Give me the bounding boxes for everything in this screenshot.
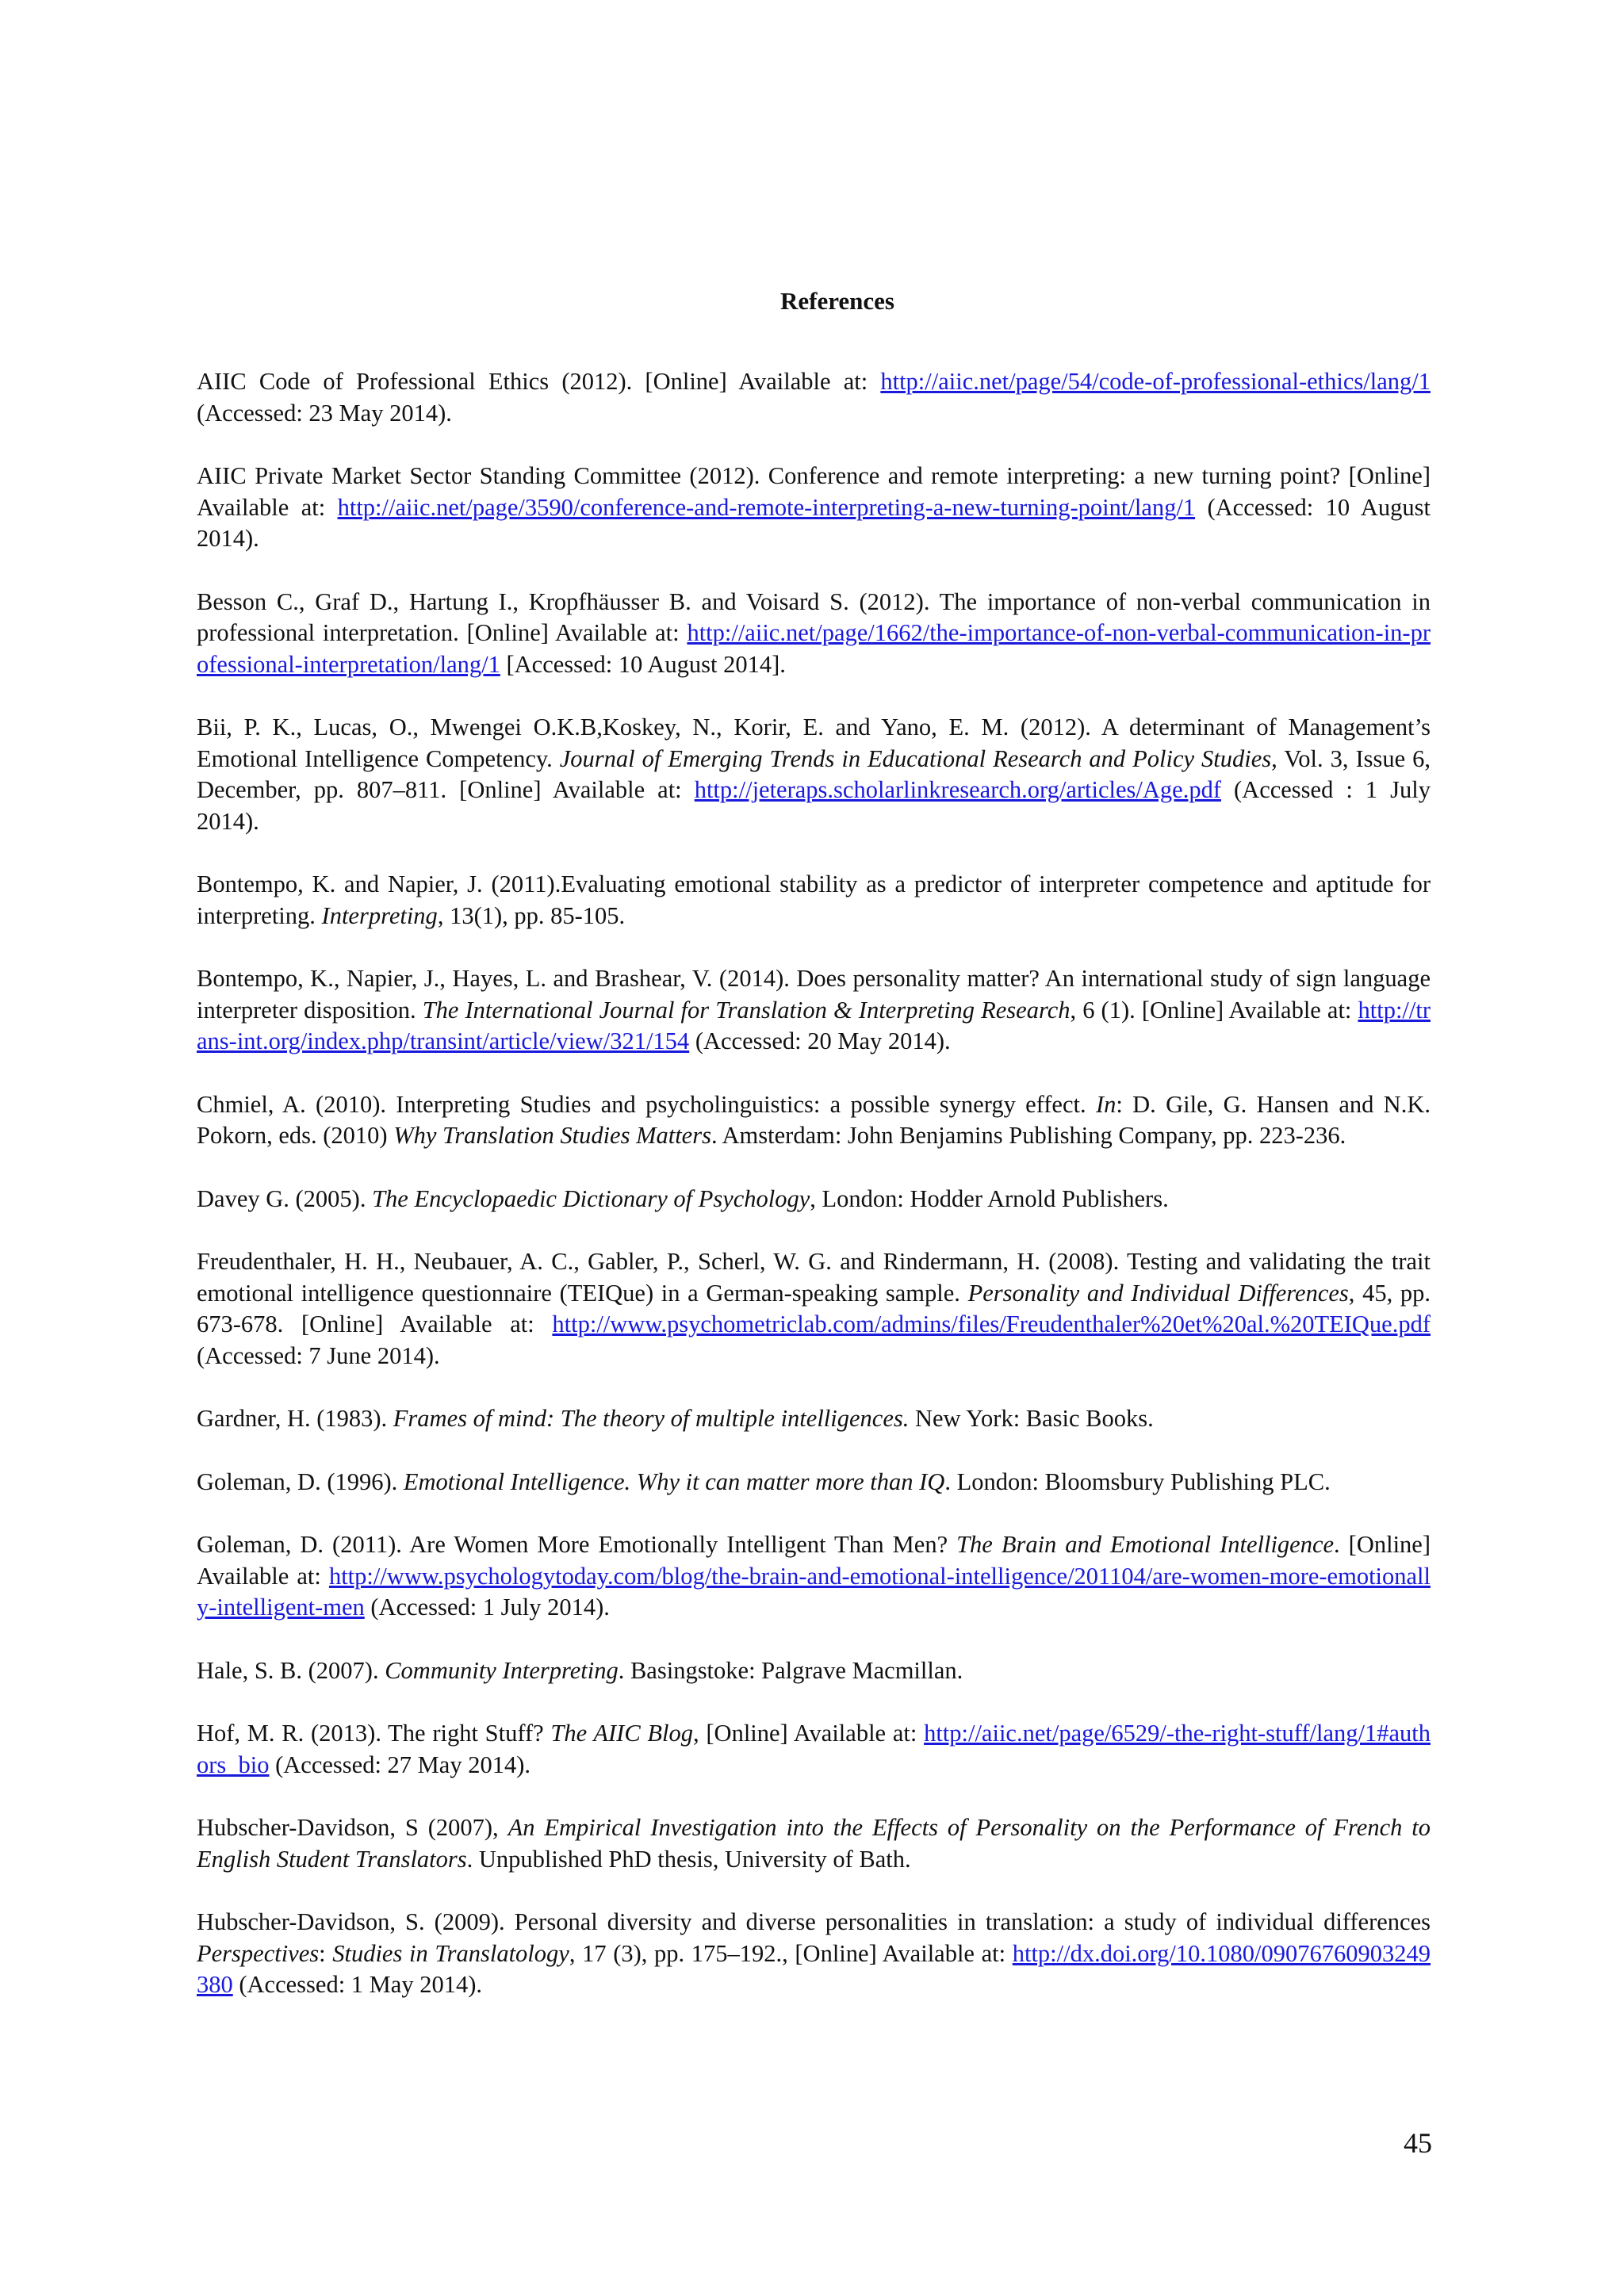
- reference-link[interactable]: http://aiic.net/page/3590/conference-and-remote-interpreting-a-new-turning-point/lang/1: [337, 493, 1196, 521]
- reference-title: The Brain and Emotional Intelligence: [956, 1531, 1335, 1558]
- reference-text: . Unpublished PhD thesis, University of Bath.: [466, 1845, 911, 1873]
- reference-text: New York: Basic Books.: [909, 1405, 1154, 1432]
- reference-text: . Amsterdam: John Benjamins Publishing Company, pp. 223-236.: [710, 1122, 1346, 1149]
- reference-text: AIIC Code of Professional Ethics (2012). [Online] Available at:: [197, 368, 881, 395]
- reference-text: , London: Hodder Arnold Publishers.: [810, 1184, 1169, 1212]
- reference-entry: [197, 869, 1431, 932]
- reference-text: . London: Bloomsbury Publishing PLC.: [944, 1468, 1331, 1495]
- reference-text: (Accessed : 1 July 2014).: [197, 776, 1431, 835]
- reference-text: , 45, pp. 673-678. [Online] Available at:: [197, 1279, 1431, 1337]
- reference-text: (Accessed: 1 May 2014).: [232, 1971, 482, 1998]
- reference-text: Freudenthaler, H. H., Neubauer, A. C., Gabler, P., Scherl, W. G. and Rindermann, H. (2008). Testing and validating the trait emotional intelligence questionnaire (TEIQue) in a German-speaking sample.: [197, 1248, 1431, 1307]
- reference-text: : D. Gile, G. Hansen and N.K. Pokorn, eds. (2010): [197, 1090, 1431, 1149]
- reference-entry: [197, 461, 1431, 555]
- reference-title: Community Interpreting: [385, 1656, 619, 1684]
- reference-text: Besson C., Graf D., Hartung I., Kropfhäusser B. and Voisard S. (2012). The importance of non-verbal communication in professional interpretation. [Online] Available at:: [197, 587, 1431, 646]
- reference-text: . [Online] Available at:: [197, 1531, 1431, 1590]
- reference-text: , 6 (1). [Online] Available at:: [1070, 996, 1358, 1024]
- reference-text: (Accessed: 10 August 2014).: [197, 493, 1431, 552]
- reference-entry: [197, 587, 1431, 681]
- reference-text: (Accessed: 27 May 2014).: [269, 1751, 530, 1778]
- page-heading: References: [779, 287, 894, 315]
- reference-text: Bontempo, K. and Napier, J. (2011).Evaluating emotional stability as a predictor of interpreter competence and aptitude for interpreting.: [197, 871, 1431, 929]
- reference-entry: [197, 1655, 1431, 1687]
- reference-entry: [197, 1246, 1431, 1372]
- reference-text: (Accessed: 1 July 2014).: [364, 1594, 610, 1621]
- reference-text: Bontempo, K., Napier, J., Hayes, L. and Brashear, V. (2014). Does personality matter? An international study of sign language interpreter disposition.: [197, 965, 1431, 1024]
- reference-text: , [Online] Available at:: [693, 1720, 925, 1747]
- reference-text: :: [319, 1939, 333, 1967]
- page-number: 45: [1404, 2127, 1432, 2159]
- reference-title: Why Translation Studies Matters: [393, 1122, 711, 1149]
- reference-title: Studies in Translatology: [332, 1939, 569, 1967]
- reference-text: Chmiel, A. (2010). Interpreting Studies and psycholinguistics: a possible synergy effect.: [197, 1090, 1096, 1118]
- reference-text: Davey G. (2005).: [197, 1184, 373, 1212]
- reference-link[interactable]: http://trans-int.org/index.php/transint/article/view/321/154: [197, 996, 1431, 1054]
- reference-text: [Accessed: 10 August 2014].: [500, 650, 786, 678]
- reference-link[interactable]: http://www.psychologytoday.com/blog/the-brain-and-emotional-intelligence/201104/are-women-more-emotionally-intelligent-men: [197, 1562, 1431, 1621]
- reference-entry: [197, 1089, 1431, 1152]
- reference-title: The AIIC Blog: [550, 1720, 694, 1747]
- reference-text: (Accessed: 7 June 2014).: [197, 1341, 440, 1369]
- reference-entry: [197, 1907, 1431, 2001]
- reference-text: Hubscher-Davidson, S (2007),: [197, 1814, 508, 1841]
- reference-link[interactable]: http://aiic.net/page/54/code-of-professional-ethics/lang/1: [880, 368, 1431, 395]
- reference-text: , 13(1), pp. 85-105.: [437, 901, 626, 929]
- reference-title: Personality and Individual Differences: [967, 1279, 1349, 1307]
- reference-text: Goleman, D. (1996).: [197, 1468, 404, 1495]
- reference-text: Goleman, D. (2011). Are Women More Emotionally Intelligent Than Men?: [197, 1531, 957, 1558]
- reference-title: Emotional Intelligence. Why it can matter more than IQ: [403, 1468, 945, 1495]
- reference-link[interactable]: http://www.psychometriclab.com/admins/files/Freudenthaler%20et%20al.%20TEIQue.pdf: [552, 1311, 1431, 1337]
- reference-entry: [197, 1529, 1431, 1624]
- reference-text: . Basingstoke: Palgrave Macmillan.: [618, 1656, 963, 1684]
- reference-text: Hof, M. R. (2013). The right Stuff?: [197, 1720, 551, 1747]
- reference-link[interactable]: http://aiic.net/page/1662/the-importance-of-non-verbal-communication-in-professional-interpretation/lang/1: [197, 619, 1431, 678]
- reference-title: An Empirical Investigation into the Effects of Personality on the Performance of French to English Student Translators: [197, 1814, 1431, 1873]
- reference-text: Gardner, H. (1983).: [197, 1405, 393, 1432]
- reference-entry: [197, 1403, 1431, 1435]
- reference-text: (Accessed: 20 May 2014).: [689, 1027, 951, 1054]
- reference-text: Hale, S. B. (2007).: [197, 1656, 385, 1684]
- reference-title: The International Journal for Translation & Interpreting Research: [422, 996, 1071, 1024]
- reference-entry: [197, 1718, 1431, 1781]
- reference-title: Frames of mind: The theory of multiple intelligences.: [393, 1405, 910, 1432]
- reference-text: Bii, P. K., Lucas, O., Mwengei O.K.B,Koskey, N., Korir, E. and Yano, E. M. (2012). A determinant of Management’s Emotional Intelligence Competency.: [197, 714, 1431, 772]
- reference-entry: [197, 366, 1431, 429]
- reference-entry: [197, 963, 1431, 1058]
- reference-title: Interpreting: [321, 901, 438, 929]
- reference-entry: [197, 712, 1431, 837]
- reference-title: Journal of Emerging Trends in Educational Research and Policy Studies,: [559, 744, 1277, 772]
- reference-title: The Encyclopaedic Dictionary of Psychology: [372, 1184, 810, 1212]
- reference-entry: [197, 1467, 1431, 1498]
- reference-link[interactable]: http://aiic.net/page/6529/-the-right-stuff/lang/1#authors_bio: [197, 1720, 1431, 1778]
- reference-link[interactable]: http://dx.doi.org/10.1080/09076760903249380: [197, 1939, 1431, 1998]
- reference-text: AIIC Private Market Sector Standing Committee (2012). Conference and remote interpreting: a new turning point? [Online] Available at:: [197, 462, 1431, 521]
- reference-entry: [197, 1812, 1431, 1875]
- reference-list: [197, 366, 1431, 2033]
- reference-text: , 17 (3), pp. 175–192., [Online] Available at:: [569, 1939, 1013, 1967]
- reference-link[interactable]: http://jeteraps.scholarlinkresearch.org/articles/Age.pdf: [694, 776, 1221, 803]
- reference-text: Vol. 3, Issue 6, December, pp. 807–811. [Online] Available at:: [197, 744, 1431, 803]
- reference-title: Perspectives: [197, 1939, 320, 1967]
- reference-title: In: [1095, 1090, 1116, 1118]
- reference-entry: [197, 1184, 1431, 1215]
- reference-text: (Accessed: 23 May 2014).: [197, 399, 452, 427]
- reference-text: Hubscher-Davidson, S. (2009). Personal diversity and diverse personalities in translation: a study of individual differences: [197, 1908, 1431, 1935]
